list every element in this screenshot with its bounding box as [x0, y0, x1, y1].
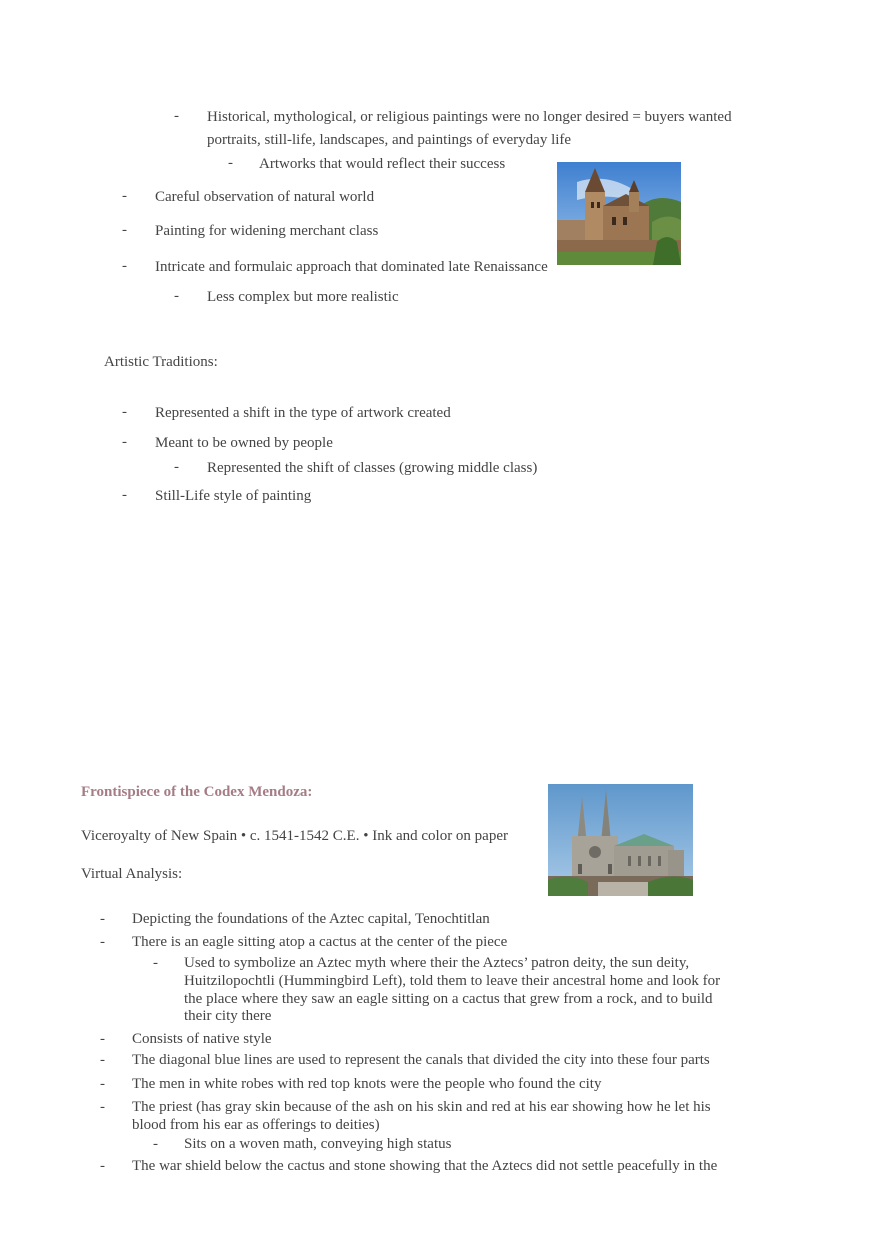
text-line: Painting for widening merchant class	[155, 223, 379, 239]
bullet-dash: -	[228, 155, 233, 171]
text-line: Represented a shift in the type of artwork created	[155, 405, 451, 421]
text-line: Artworks that would reflect their success	[259, 156, 506, 172]
text-line: Used to symbolize an Aztec myth where their the Aztecs’ patron deity, the sun deity,	[184, 955, 690, 971]
text-line: the place where they saw an eagle sitting on a cactus that grew from a rock, and to build	[184, 991, 713, 1007]
text-line: The men in white robes with red top knots were the people who found the city	[132, 1076, 602, 1092]
text-line: Depicting the foundations of the Aztec capital, Tenochtitlan	[132, 911, 490, 927]
bullet-dash: -	[174, 288, 179, 304]
bullet-dash: -	[100, 934, 105, 950]
text-line: portraits, still-life, landscapes, and paintings of everyday life	[207, 132, 572, 148]
bullet-dash: -	[122, 404, 127, 420]
text-line: blood from his ear as offerings to deities)	[132, 1117, 380, 1133]
bullet-dash: -	[122, 258, 127, 274]
bullet-dash: -	[153, 1136, 158, 1152]
church-image	[557, 162, 681, 265]
bullet-dash: -	[100, 1099, 105, 1115]
bullet-dash: -	[122, 188, 127, 204]
bullet-dash: -	[100, 1076, 105, 1092]
text-line: Meant to be owned by people	[155, 435, 333, 451]
text-line: Still-Life style of painting	[155, 488, 312, 504]
bullet-dash: -	[174, 108, 179, 124]
text-line: Consists of native style	[132, 1031, 272, 1047]
bullet-dash: -	[122, 222, 127, 238]
text-line: The diagonal blue lines are used to represent the canals that divided the city into these four parts	[132, 1052, 710, 1068]
codex-title: Frontispiece of the Codex Mendoza:	[81, 784, 313, 800]
text-line: The war shield below the cactus and stone showing that the Aztecs did not settle peacefully in the	[132, 1158, 718, 1174]
bullet-dash: -	[100, 1158, 105, 1174]
text-line: Intricate and formulaic approach that dominated late Renaissance	[155, 259, 548, 275]
text-line: The priest (has gray skin because of the ash on his skin and red at his ear showing how he let his	[132, 1099, 711, 1115]
text-line: Sits on a woven math, conveying high status	[184, 1136, 452, 1152]
bullet-dash: -	[122, 487, 127, 503]
bullet-dash: -	[100, 911, 105, 927]
text-line: Huitzilopochtli (Hummingbird Left), told them to leave their ancestral home and look for	[184, 973, 721, 989]
text-line: Represented the shift of classes (growing middle class)	[207, 460, 538, 476]
section-heading: Artistic Traditions:	[104, 354, 218, 370]
bullet-dash: -	[100, 1052, 105, 1068]
text-line: Careful observation of natural world	[155, 189, 375, 205]
codex-subtitle: Viceroyalty of New Spain • c. 1541-1542 C.E. • Ink and color on paper	[81, 828, 508, 844]
analysis-heading: Virtual Analysis:	[81, 866, 183, 882]
text-line: There is an eagle sitting atop a cactus at the center of the piece	[132, 934, 508, 950]
bullet-dash: -	[100, 1031, 105, 1047]
bullet-dash: -	[174, 459, 179, 475]
text-line: their city there	[184, 1008, 272, 1024]
bullet-dash: -	[153, 955, 158, 971]
bullet-dash: -	[122, 434, 127, 450]
text-line: Less complex but more realistic	[207, 289, 399, 305]
cathedral-image	[548, 784, 693, 896]
text-line: Historical, mythological, or religious paintings were no longer desired = buyers wanted	[207, 109, 732, 125]
